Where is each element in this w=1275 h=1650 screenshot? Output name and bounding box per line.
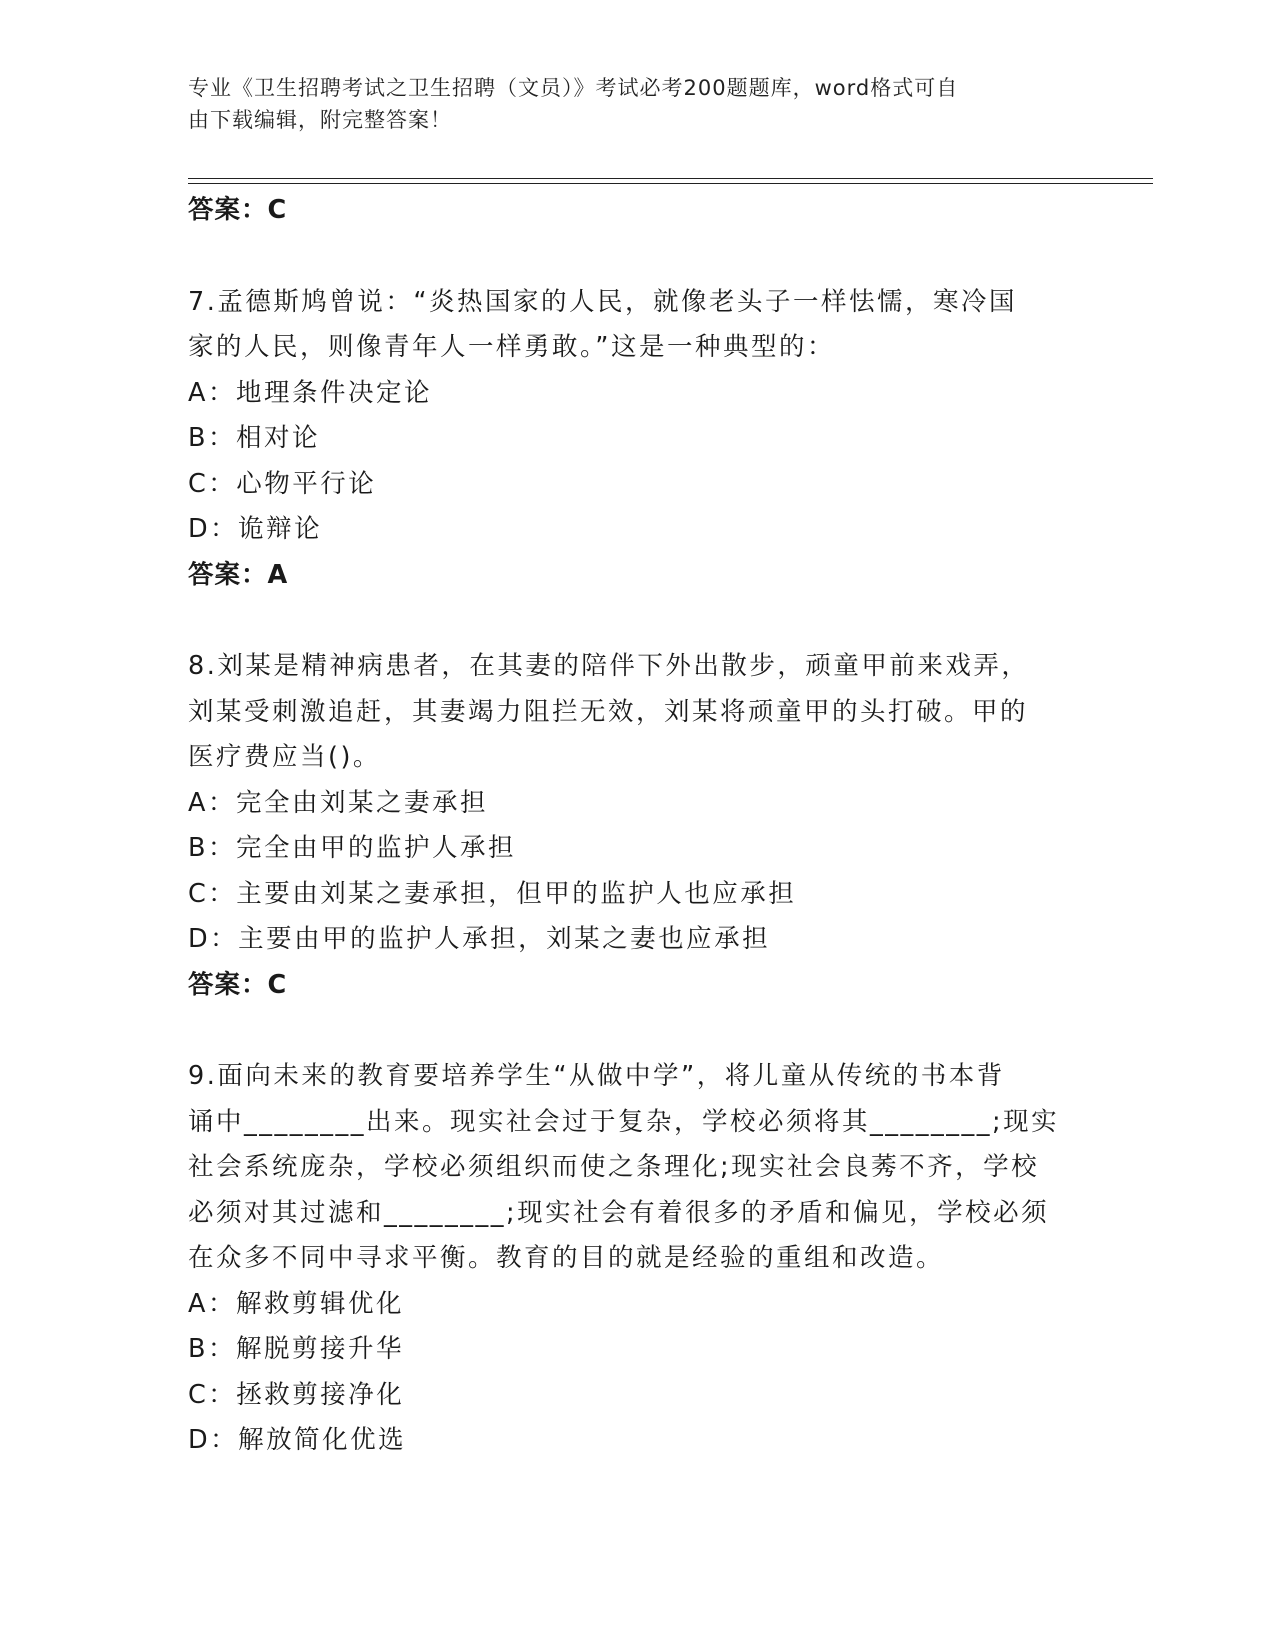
option-c: C：心物平行论	[188, 468, 377, 499]
option-a: A：解救剪辑优化	[188, 1288, 404, 1319]
question-text: 9.面向未来的教育要培养学生“从做中学”，将儿童从传统的书本背	[188, 1061, 1005, 1091]
option-a: A：完全由刘某之妻承担	[188, 787, 488, 818]
question-7	[188, 280, 1088, 599]
question-8	[188, 644, 1088, 1008]
option-a: A：地理条件决定论	[188, 377, 432, 408]
header-line: 专业《卫生招聘考试之卫生招聘（文员）》考试必考200题题库，word格式可自	[188, 76, 959, 100]
document-header	[188, 72, 1068, 136]
question-text: 刘某受刺激追赶，其妻竭力阻拦无效，刘某将顽童甲的头打破。甲的	[188, 696, 1029, 727]
document-body	[188, 188, 1088, 1464]
header-divider	[188, 178, 1153, 179]
spacer	[188, 234, 1088, 280]
question-9	[188, 1054, 1088, 1464]
question-text: 必须对其过滤和________;现实社会有着很多的矛盾和偏见，学校必须	[188, 1197, 1050, 1228]
option-d: D：解放简化优选	[188, 1425, 407, 1455]
answer-label: 答案：C	[188, 195, 288, 225]
question-text: 诵中________出来。现实社会过于复杂，学校必须将其________;现实	[188, 1106, 1060, 1137]
question-text: 8.刘某是精神病患者，在其妻的陪伴下外出散步，顽童甲前来戏弄，	[188, 651, 1030, 681]
option-b: B：相对论	[188, 423, 320, 453]
spacer	[188, 598, 1088, 644]
question-text: 7.孟德斯鸠曾说：“炎热国家的人民，就像老头子一样怯懦，寒冷国	[188, 286, 1018, 317]
option-c: C：拯救剪接净化	[188, 1379, 405, 1410]
question-text: 社会系统庞杂，学校必须组织而使之条理化;现实社会良莠不齐，学校	[188, 1152, 1040, 1182]
question-text: 在众多不同中寻求平衡。教育的目的就是经验的重组和改造。	[188, 1243, 945, 1273]
answer-label: 答案：C	[188, 969, 288, 1000]
header-line: 由下载编辑，附完整答案！	[188, 108, 452, 132]
answer-label: 答案：A	[188, 559, 289, 590]
spacer	[188, 1008, 1088, 1054]
question-text: 家的人民，则像青年人一样勇敢。”这是一种典型的：	[188, 332, 835, 362]
question-text: 医疗费应当()。	[188, 742, 381, 772]
option-d: D：诡辩论	[188, 514, 323, 544]
option-c: C：主要由刘某之妻承担，但甲的监护人也应承担	[188, 878, 797, 909]
option-d: D：主要由甲的监护人承担，刘某之妻也应承担	[188, 924, 771, 954]
option-b: B：解脱剪接升华	[188, 1334, 404, 1364]
header-divider	[188, 183, 1153, 184]
option-b: B：完全由甲的监护人承担	[188, 833, 516, 863]
